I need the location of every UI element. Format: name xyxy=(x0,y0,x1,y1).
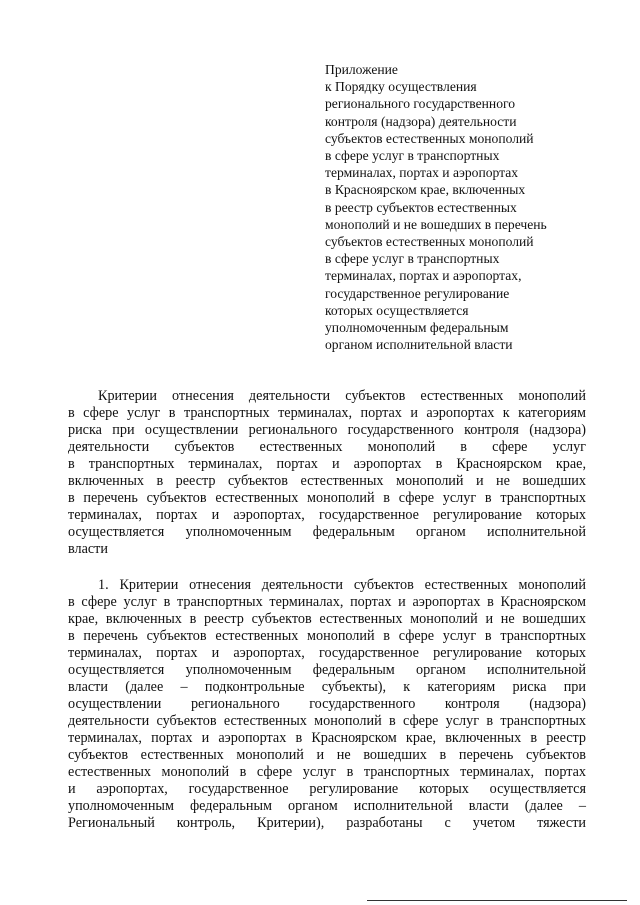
paragraph-line: Региональный контроль, Критерии), разработаны с учетом тяжести xyxy=(68,815,586,831)
paragraph-line: 1. Критерии отнесения деятельности субъектов естественных монополий xyxy=(98,577,586,593)
appendix-line: субъектов естественных монополий xyxy=(325,234,534,250)
paragraph-line: уполномоченным федеральным органом исполнительной власти (далее – xyxy=(68,798,586,814)
title-line: власти xyxy=(68,541,108,557)
appendix-line: в Красноярском крае, включенных xyxy=(325,182,526,198)
appendix-line: органом исполнительной власти xyxy=(325,337,513,353)
title-line: риска при осуществлении регионального государственного контроля (надзора) xyxy=(68,422,586,438)
footer-divider-line xyxy=(367,900,627,901)
title-line: включенных в реестр субъектов естественных монополий и не вошедших xyxy=(68,473,586,489)
appendix-line: Приложение xyxy=(325,62,398,77)
title-line: деятельности субъектов естественных монополий в сфере услуг xyxy=(68,439,586,455)
paragraph-line: в сфере услуг в транспортных терминалах, портах и аэропортах в Красноярском xyxy=(68,594,586,610)
appendix-line: контроля (надзора) деятельности xyxy=(325,113,517,129)
appendix-line: государственное регулирование xyxy=(325,285,510,301)
paragraph-line: власти (далее – подконтрольные субъекты), к категориям риска при xyxy=(68,679,586,695)
title-line: осуществляется уполномоченным федеральным органом исполнительной xyxy=(68,524,586,540)
appendix-line: уполномоченным федеральным xyxy=(325,320,509,336)
paragraph-line: естественных монополий в сфере услуг в транспортных терминалах, портах xyxy=(68,764,586,780)
title-line: Критерии отнесения деятельности субъектов естественных монополий xyxy=(98,388,586,404)
paragraph-line: в перечень субъектов естественных монополий в сфере услуг в транспортных xyxy=(68,628,586,644)
title-line: в транспортных терминалах, портах и аэропортах в Красноярском крае, xyxy=(68,456,586,472)
appendix-line: в реестр субъектов естественных xyxy=(325,199,517,215)
paragraph-line: и аэропортах, государственное регулирование которых осуществляется xyxy=(68,781,586,797)
paragraph-line: осуществлении регионального государственного контроля (надзора) xyxy=(68,696,586,712)
title-line: терминалах, портах и аэропортах, государственное регулирование которых xyxy=(68,507,586,523)
appendix-line: в сфере услуг в транспортных xyxy=(325,251,500,267)
paragraph-line: терминалах, портах и аэропортах в Красноярском крае, включенных в реестр xyxy=(68,730,586,746)
paragraph-line: терминалах, портах и аэропортах, государственное регулирование которых xyxy=(68,645,586,661)
title-line: в сфере услуг в транспортных терминалах, портах и аэропортах к категориям xyxy=(68,405,586,421)
appendix-header xyxy=(325,61,615,353)
paragraph-line: деятельности субъектов естественных монополий в сфере услуг в транспортных xyxy=(68,713,586,729)
appendix-line: субъектов естественных монополий xyxy=(325,130,534,146)
appendix-line: в сфере услуг в транспортных xyxy=(325,148,500,164)
appendix-line: терминалах, портах и аэропортах, xyxy=(325,268,522,284)
appendix-line: регионального государственного xyxy=(325,96,516,112)
paragraph-line: осуществляется уполномоченным федеральным органом исполнительной xyxy=(68,662,586,678)
appendix-line: к Порядку осуществления xyxy=(325,79,477,95)
paragraph-line: крае, включенных в реестр субъектов естественных монополий и не вошедших xyxy=(68,611,586,627)
title-line: в перечень субъектов естественных монополий в сфере услуг в транспортных xyxy=(68,490,586,506)
appendix-line: которых осуществляется xyxy=(325,302,469,318)
appendix-line: монополий и не вошедших в перечень xyxy=(325,216,547,232)
paragraph-line: субъектов естественных монополий и не вошедших в перечень субъектов xyxy=(68,747,586,763)
appendix-line: терминалах, портах и аэропортах xyxy=(325,165,519,181)
